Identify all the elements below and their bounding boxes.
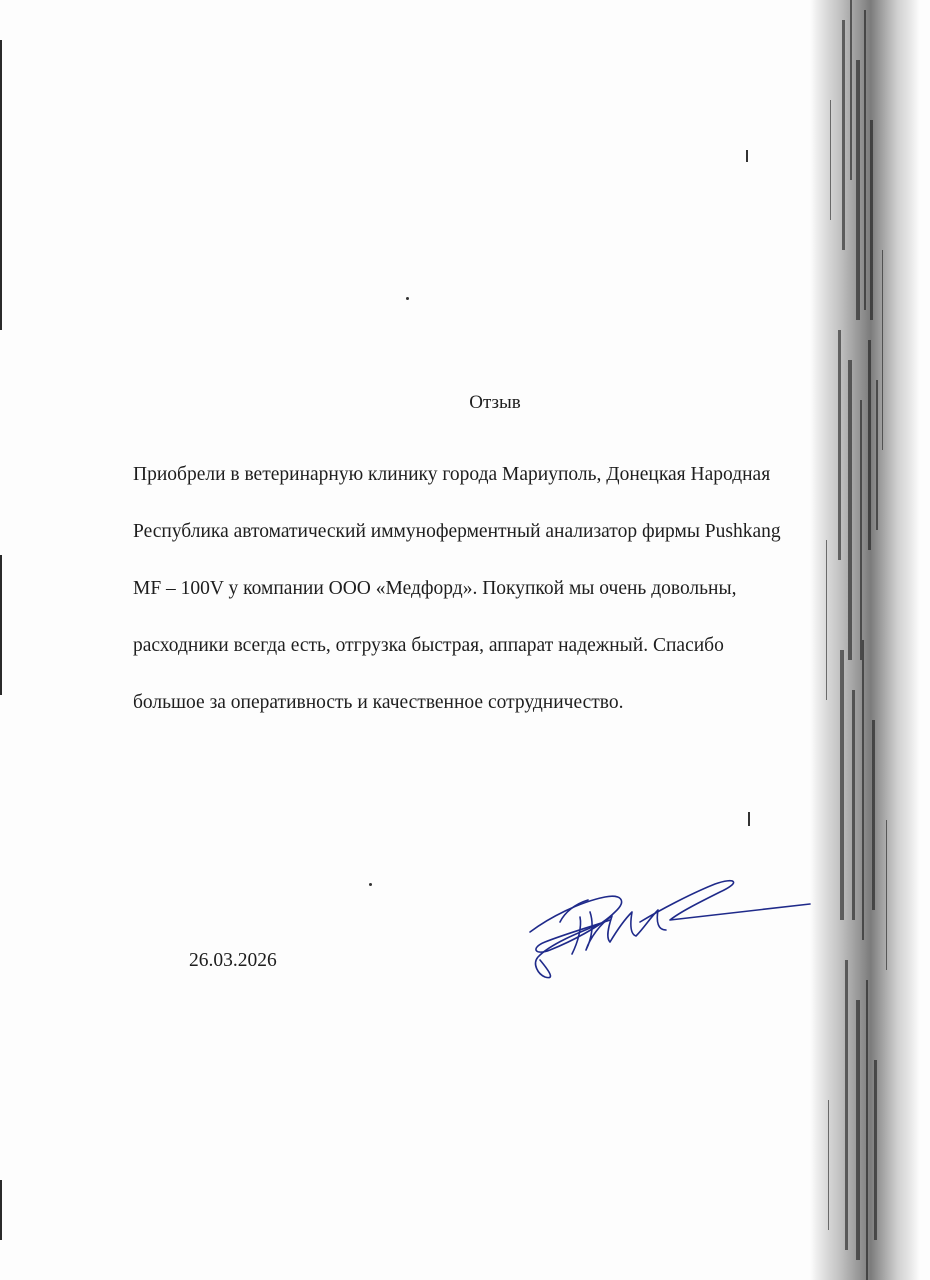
document-body	[133, 432, 873, 746]
body-line: Республика автоматический иммуноферментный анализатор фирмы Pushkang	[133, 520, 781, 542]
scan-edge-line	[0, 40, 2, 330]
document-title: Отзыв	[469, 392, 521, 413]
scan-speck	[406, 297, 409, 300]
document-date: 26.03.2026	[189, 950, 277, 971]
scan-edge-line	[0, 555, 2, 695]
scan-speck	[369, 883, 372, 886]
body-line: MF – 100V у компании ООО «Медфорд». Покупкой мы очень довольны,	[133, 577, 737, 599]
body-line: расходники всегда есть, отгрузка быстрая, аппарат надежный. Спасибо	[133, 634, 724, 656]
scan-edge-line	[0, 1180, 2, 1240]
body-line: большое за оперативность и качественное сотрудничество.	[133, 691, 624, 713]
body-line: Приобрели в ветеринарную клинику города Мариуполь, Донецкая Народная	[133, 463, 771, 485]
handwritten-signature	[520, 872, 820, 992]
scan-speck	[748, 812, 750, 826]
scan-speck	[746, 150, 748, 162]
